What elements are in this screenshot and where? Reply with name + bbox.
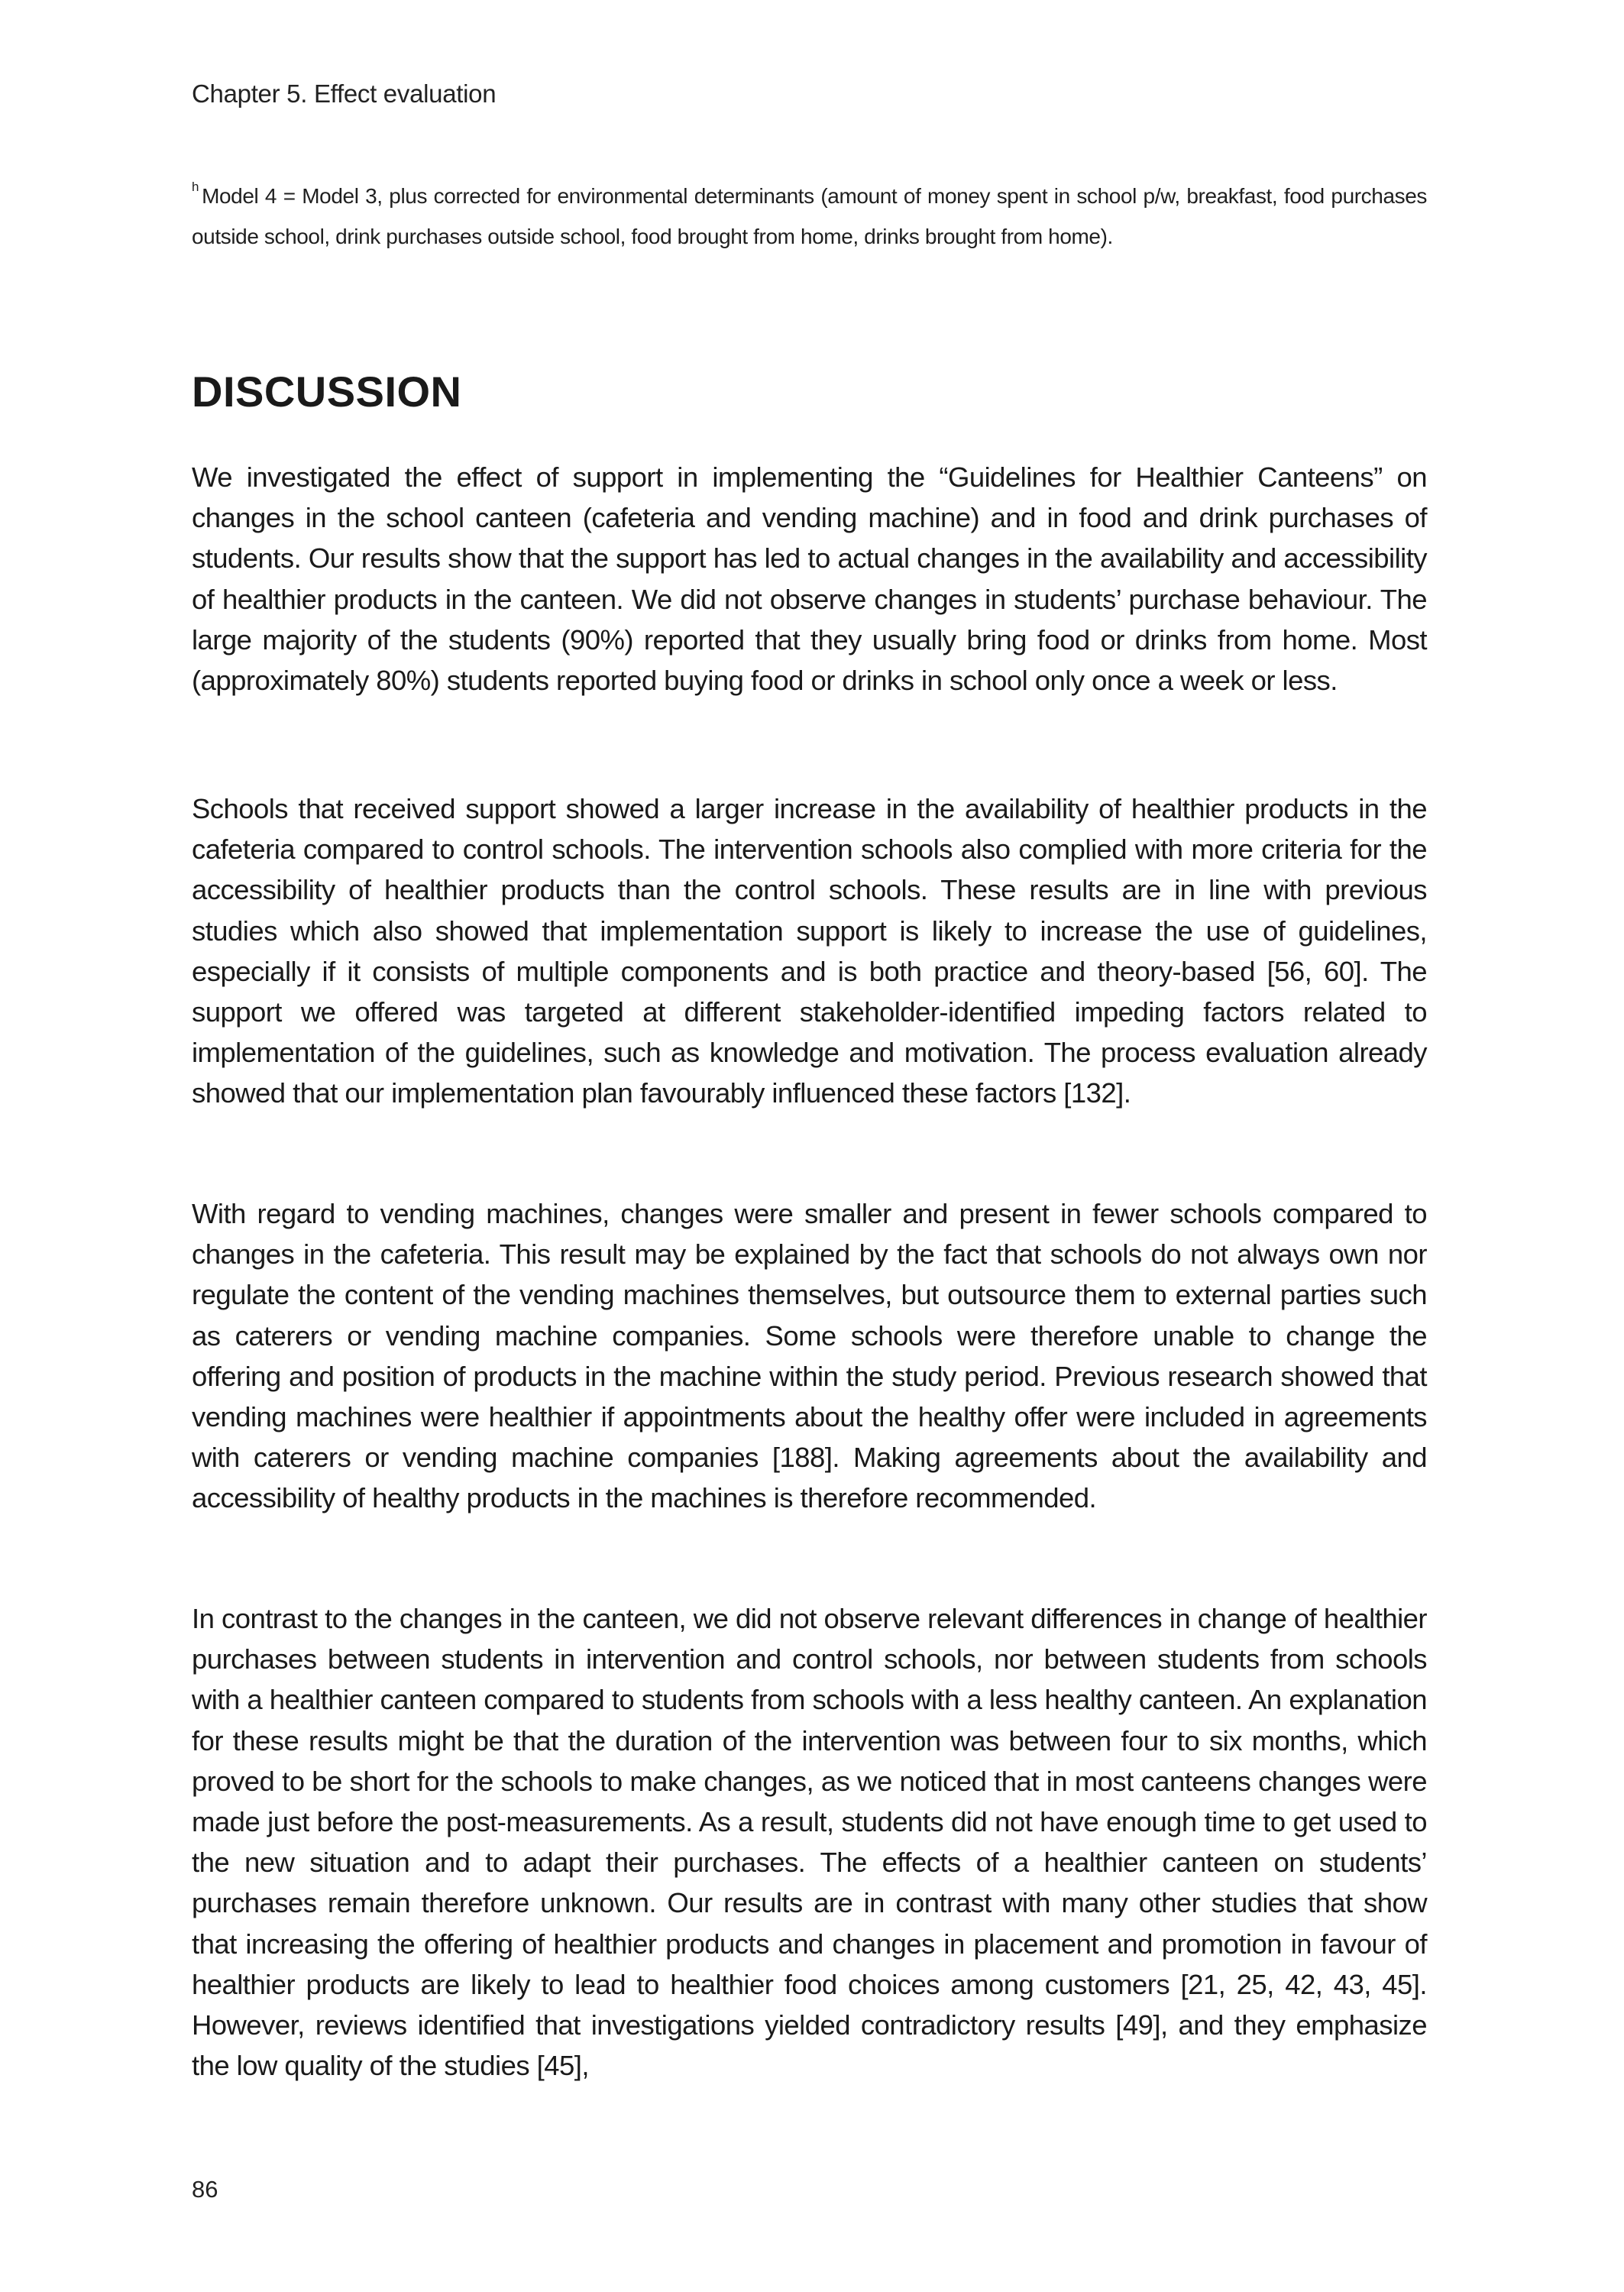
chapter-number: Chapter 5. <box>192 79 308 108</box>
footnote-marker: h <box>192 180 199 194</box>
body-paragraph: Schools that received support showed a larger increase in the availability of healthier products in the cafeteria compared to control schools. The intervention schools also complied with more criteria for the accessibility of healthier products than the control schools. These results are in line with previous studies which also showed that implementation support is likely to increase the use of guidelines, especially if it consists of multiple components and is both practice and theory-based [56, 60]. The support we offered was targeted at different stakeholder-identified impeding factors related to implementation of the guidelines, such as knowledge and motivation. The process evaluation already showed that our implementation plan favourably influenced these factors [132]. <box>192 793 1427 1109</box>
body-paragraph: In contrast to the changes in the canteen, we did not observe relevant differences in change of healthier purchases between students in intervention and control schools, nor between students from schools with a healthier canteen compared to students from schools with a less healthy canteen. An explanation for these results might be that the duration of the intervention was between four to six months, which proved to be short for the schools to make changes, as we noticed that in most canteens changes were made just before the post-measurements. As a result, students did not have enough time to get used to the new situation and to adapt their purchases. The effects of a healthier canteen on students’ purchases remain therefore unknown. Our results are in contrast with many other studies that show that increasing the offering of healthier products and changes in placement and promotion in favour of healthier products are likely to lead to healthier food choices among customers [21, 25, 42, 43, 45]. However, reviews identified that investigations yielded contradictory results [49], and they emphasize the low quality of the studies [45], <box>192 1603 1427 2082</box>
running-header <box>192 79 496 108</box>
body-paragraph: We investigated the effect of support in implementing the “Guidelines for Healthier Canteens” on changes in the school canteen (cafeteria and vending machine) and in food and drink purchases of students. Our results show that the support has led to actual changes in the availability and accessibility of healthier products in the canteen. We did not observe changes in students’ purchase behaviour. The large majority of the students (90%) reported that they usually bring food or drinks from home. Most (approximately 80%) students reported buying food or drinks in school only once a week or less. <box>192 461 1427 697</box>
table-footnote <box>192 176 1427 257</box>
footnote-text: Model 4 = Model 3, plus corrected for environmental determinants (amount of money spent in school p/w, breakfast, food purchases outside school, drink purchases outside school, food brought from home, drinks brought from home). <box>192 184 1427 248</box>
body-paragraph: With regard to vending machines, changes were smaller and present in fewer schools compared to changes in the cafeteria. This result may be explained by the fact that schools do not always own nor regulate the content of the vending machines themselves, but outsource them to external parties such as caterers or vending machine companies. Some schools were therefore unable to change the offering and position of products in the machine within the study period. Previous research showed that vending machines were healthier if appointments about the healthy offer were included in agreements with caterers or vending machine companies [188]. Making agreements about the availability and accessibility of healthy products in the machines is therefore recommended. <box>192 1198 1427 1514</box>
chapter-title: Effect evaluation <box>313 79 497 108</box>
section-heading: DISCUSSION <box>192 367 462 416</box>
page-number: 86 <box>192 2176 218 2203</box>
